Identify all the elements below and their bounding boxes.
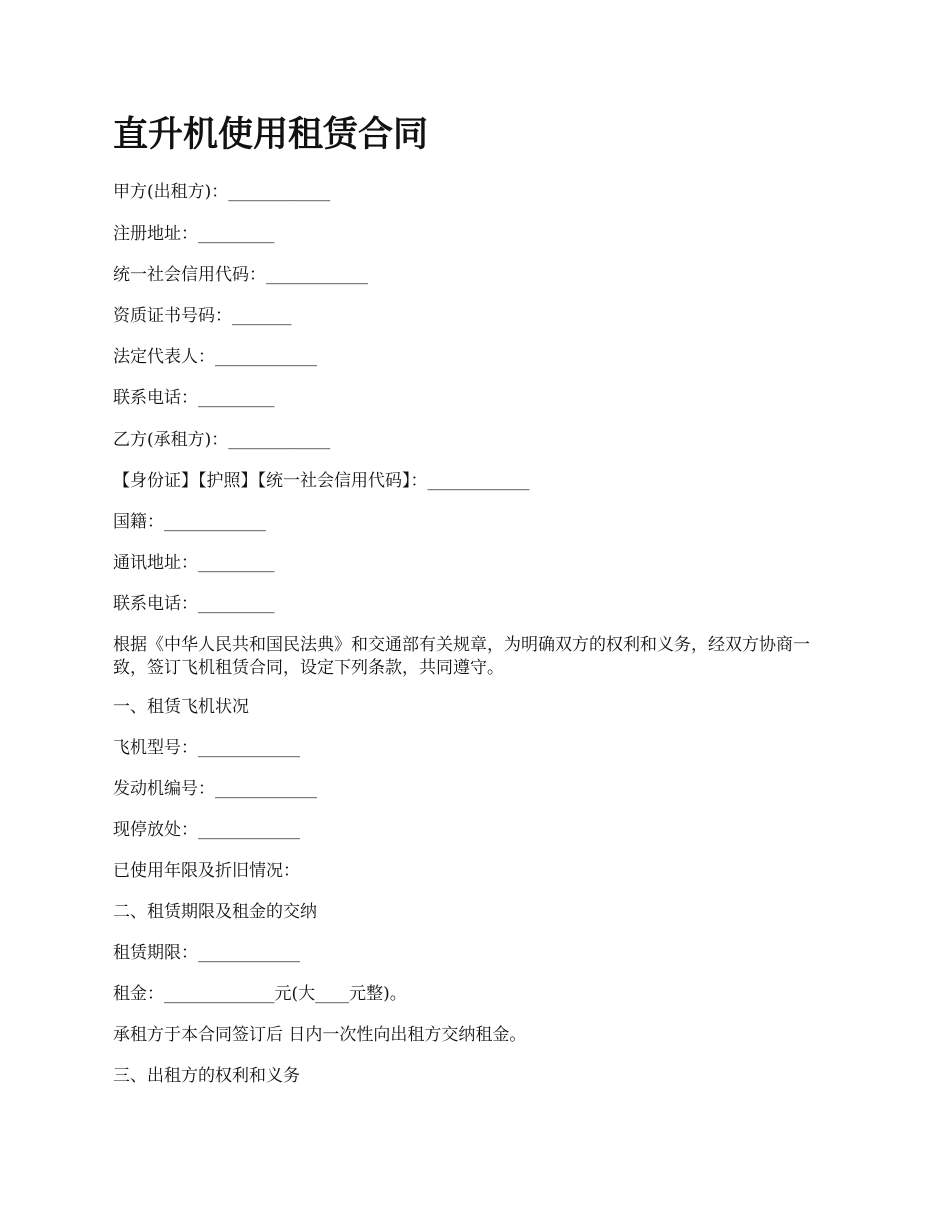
lessee-nationality-line: 国籍：____________ [113, 512, 266, 532]
rent-amount-line: 租金：_____________元(大____元整)。 [113, 984, 407, 1004]
lessor-certificate-line: 资质证书号码：_______ [113, 306, 292, 326]
lessee-id-line: 【身份证】【护照】【统一社会信用代码】：____________ [113, 471, 530, 491]
lessor-phone-line: 联系电话：_________ [113, 388, 275, 408]
section-3-heading: 三、出租方的权利和义务 [113, 1066, 300, 1086]
section-2-heading: 二、租赁期限及租金的交纳 [113, 902, 317, 922]
engine-number-line: 发动机编号：____________ [113, 779, 317, 799]
lessor-credit-code-line: 统一社会信用代码：____________ [113, 265, 368, 285]
rent-payment-line: 承租方于本合同签订后 日内一次性向出租方交纳租金。 [113, 1025, 527, 1045]
document-title: 直升机使用租赁合同 [113, 114, 429, 155]
parking-location-line: 现停放处：____________ [113, 820, 300, 840]
lessee-address-line: 通讯地址：_________ [113, 553, 275, 573]
aircraft-model-line: 飞机型号：____________ [113, 738, 300, 758]
intro-paragraph: 根据《中华人民共和国民法典》和交通部有关规章，为明确双方的权利和义务，经双方协商一致，签订飞机租赁合同，设定下列条款，共同遵守。 [113, 635, 810, 678]
lessee-name-line: 乙方(承租方)：____________ [113, 430, 331, 450]
lessor-legal-rep-line: 法定代表人：____________ [113, 347, 317, 367]
section-1-heading: 一、租赁飞机状况 [113, 697, 249, 717]
lessee-phone-line: 联系电话：_________ [113, 594, 275, 614]
depreciation-line: 已使用年限及折旧情况： [113, 861, 300, 881]
lessor-name-line: 甲方(出租方)：____________ [113, 182, 331, 202]
lessor-address-line: 注册地址：_________ [113, 224, 275, 244]
lease-term-line: 租赁期限：____________ [113, 943, 300, 963]
